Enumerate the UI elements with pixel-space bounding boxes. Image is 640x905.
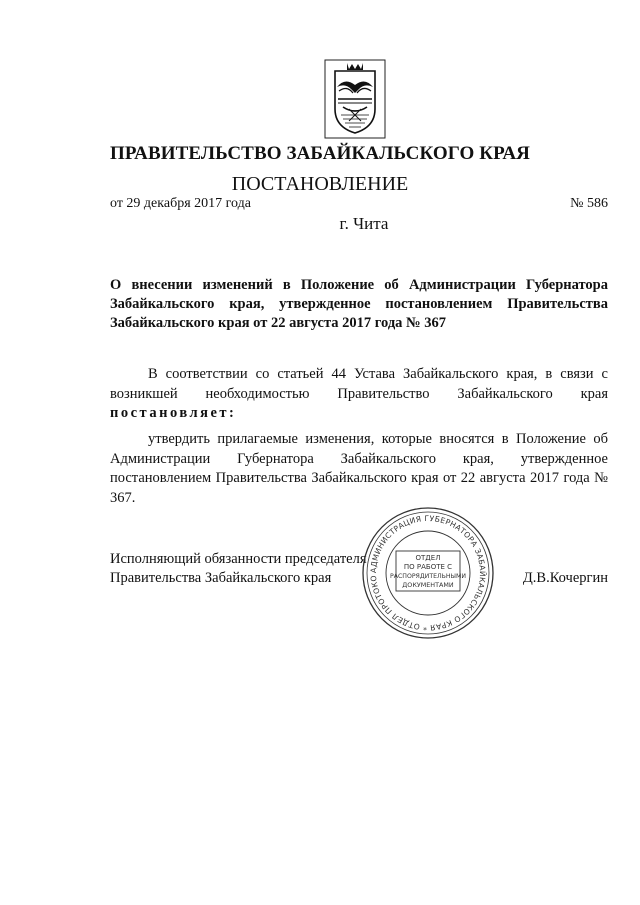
signature-position-line-1: Исполняющий обязанности председателя — [110, 551, 367, 567]
body-paragraph-1 — [110, 365, 608, 424]
stamp-inner-line-3: РАСПОРЯДИТЕЛЬНЫМИ — [390, 573, 466, 580]
paragraph-1-text: В соответствии со статьей 44 Устава Забайкальского края, в связи с возникшей необходимостью Правительство Забайкальского края — [110, 366, 608, 402]
coat-of-arms-emblem — [311, 57, 399, 143]
postanovlyaet-word: постановляет: — [110, 405, 237, 421]
document-date: от 29 декабря 2017 года — [110, 196, 251, 211]
stamp-inner-line-1: ОТДЕЛ — [415, 554, 441, 562]
stamp-inner-line-4: ДОКУМЕНТАМИ — [402, 581, 454, 589]
registration-stamp — [360, 505, 496, 641]
document-city: г. Чита — [339, 214, 389, 233]
signer-name: Д.В.Кочергин — [522, 570, 608, 586]
document-subject: О внесении изменений в Положение об Администрации Губернатора Забайкальского края, утвержденное постановлением Правительства Забайкальского края от 22 августа 2017 года № 367 — [110, 277, 608, 331]
signature-position-line-2: Правительства Забайкальского края — [110, 570, 332, 586]
body-paragraph-2: утвердить прилагаемые изменения, которые вносятся в Положение об Администрации Губернатора Забайкальского края, утвержденное постановлением Правительства Забайкальского края от 22 августа 2017 года № 367. — [110, 431, 608, 506]
document-number: № 586 — [570, 196, 608, 211]
stamp-seal-icon — [360, 505, 496, 641]
document-type: ПОСТАНОВЛЕНИЕ — [231, 173, 409, 195]
stamp-inner-line-2: ПО РАБОТЕ С — [403, 563, 453, 571]
stamp-outer-text: АДМИНИСТРАЦИЯ ГУБЕРНАТОРА ЗАБАЙКАЛЬСКОГО КРАЯ * ОТДЕЛ ПРОТОКО — [368, 513, 488, 633]
government-title: ПРАВИТЕЛЬСТВО ЗАБАЙКАЛЬСКОГО КРАЯ — [109, 143, 530, 164]
coat-of-arms-icon — [311, 57, 399, 143]
